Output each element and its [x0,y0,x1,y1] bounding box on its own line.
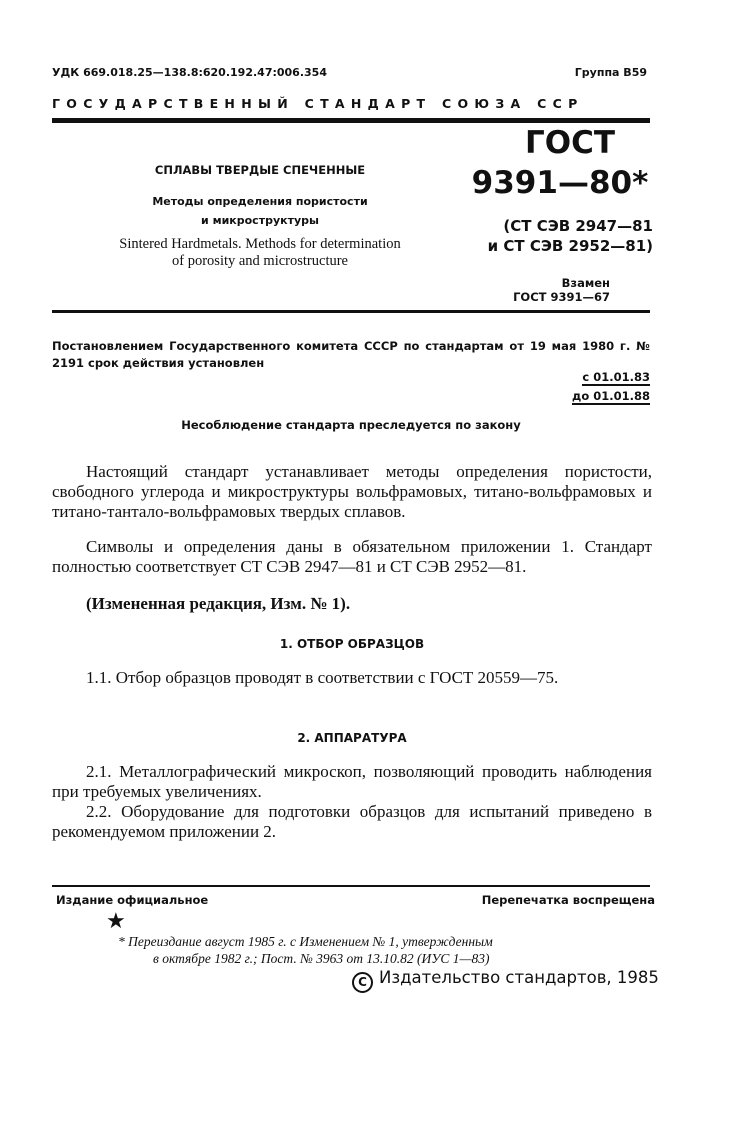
section-2-heading: 2. АППАРАТУРА [297,731,407,745]
section-2-paragraph-2: 2.2. Оборудование для подготовки образцов для испытаний приведено в рекомендуемом приложении 2. [52,802,652,841]
reissue-line-2: в октябре 1982 г.; Пост. № 3963 от 13.10.82 (ИУС 1—83) [153,951,490,966]
replaces-standard: ГОСТ 9391—67 [513,290,610,304]
section-1-heading: 1. ОТБОР ОБРАЗЦОВ [279,637,425,651]
udk-code: УДК 669.018.25—138.8:620.192.47:006.354 [52,66,327,79]
legal-notice: Несоблюдение стандарта преследуется по закону [181,418,521,432]
official-edition: Издание официальное [56,893,209,907]
replaces-block [490,276,610,304]
sev-references [463,216,653,256]
section-1-paragraph: 1.1. Отбор образцов проводят в соответствии с ГОСТ 20559—75. [86,668,559,687]
star-icon: ★ [106,908,126,933]
valid-from: с 01.01.83 [582,370,650,384]
state-standard-banner: ГОСУДАРСТВЕННЫЙ СТАНДАРТ СОЮЗА ССР [52,96,584,111]
validity-dates [520,368,650,406]
section-2-paragraph-1: 2.1. Металлографический микроскоп, позволяющий проводить наблюдения при требуемых увеличениях. [52,762,652,801]
sev-line-1: (СТ СЭВ 2947—81 [503,217,653,235]
copyright [352,968,659,993]
intro-paragraph-2: Символы и определения даны в обязательном приложении 1. Стандарт полностью соответствует СТ СЭВ 2947—81 и СТ СЭВ 2952—81. [52,537,652,576]
reissue-note [118,933,638,967]
amendment-note: (Измененная редакция, Изм. № 1). [86,594,351,613]
decree-text: Постановлением Государственного комитета СССР по стандартам от 19 мая 1980 г. № 2191 срок действия установлен [52,339,650,370]
english-title-line-1: Sintered Hardmetals. Methods for determination [119,236,401,252]
copyright-icon: C [352,972,373,993]
sev-line-2: и СТ СЭВ 2952—81) [487,237,653,255]
gost-label: ГОСТ [524,125,615,161]
document-title: СПЛАВЫ ТВЕРДЫЕ СПЕЧЕННЫЕ [154,163,366,177]
reprint-forbidden: Перепечатка воспрещена [481,893,655,907]
title-rule [52,310,650,313]
replaces-label: Взамен [561,276,610,290]
publisher: Издательство стандартов, 1985 [379,968,659,987]
header-rule [52,118,650,123]
group-code: Группа В59 [574,66,647,79]
subtitle-line-2: и микроструктуры [201,214,319,227]
english-title [60,236,460,270]
gost-number: 9391—80* [471,165,649,201]
document-subtitle [110,192,410,230]
intro-paragraph-1: Настоящий стандарт устанавливает методы определения пористости, свободного углерода и микроструктуры вольфрамовых, титано-вольфрамовых и титано-тантало-вольфрамовых твердых сплавов. [52,462,652,521]
valid-to: до 01.01.88 [572,389,650,403]
english-title-line-2: of porosity and microstructure [172,253,348,269]
footer-rule [52,885,650,887]
subtitle-line-1: Методы определения пористости [152,195,368,208]
reissue-line-1: * Переиздание август 1985 г. с Изменением № 1, утвержденным [118,934,493,949]
